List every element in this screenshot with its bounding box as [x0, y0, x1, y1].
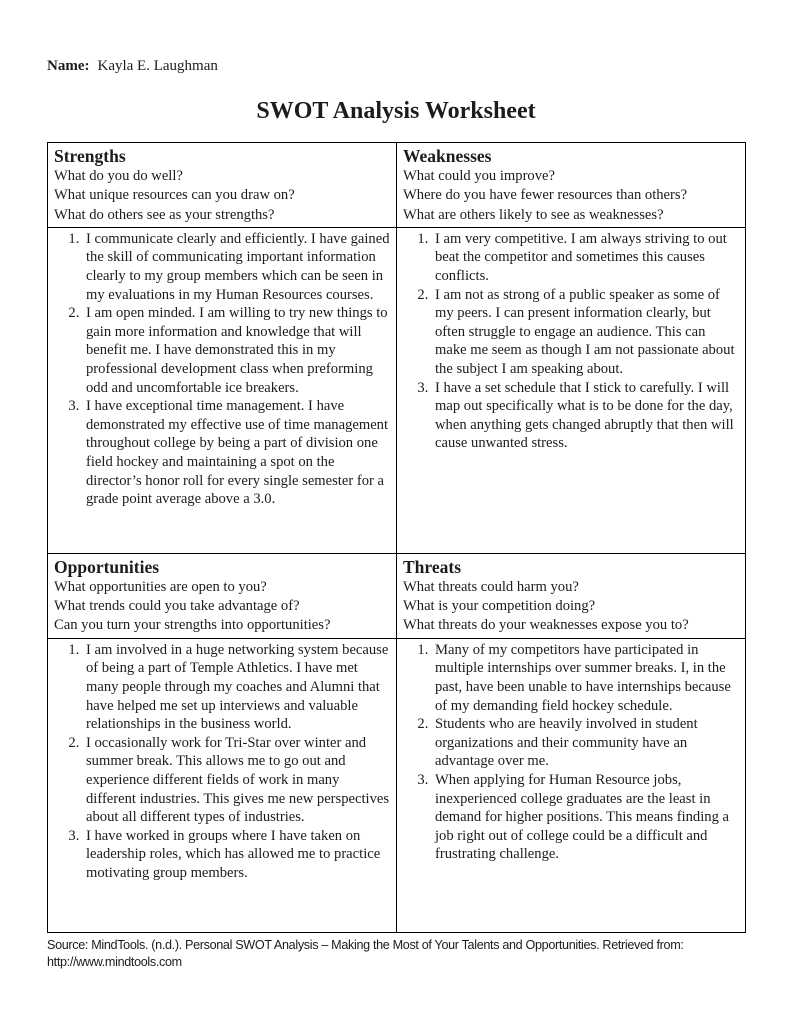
name-value: Kayla E. Laughman: [97, 58, 218, 74]
threats-question: What is your competition doing?: [403, 598, 596, 615]
content-row-opportunities-threats: [48, 638, 746, 932]
header-row-opportunities-threats: [48, 553, 746, 638]
weaknesses-item: 1. I am very competitive. I am always striving to out beat the competitor and sometimes this causes conflicts.: [432, 230, 739, 286]
page-title: SWOT Analysis Worksheet: [256, 98, 536, 124]
weaknesses-item: 3. I have a set schedule that I stick to carefully. I will map out specifically what is to be done for the day, when anything gets changed abruptly that then will cause unwanted stress.: [432, 379, 739, 453]
name-label: Name:: [47, 58, 90, 74]
threats-item: 3. When applying for Human Resource jobs, inexperienced college graduates are the least in demand for higher positions. This means finding a job right out of college could be a difficult and frustrating challenge.: [432, 771, 739, 864]
content-row-strengths-weaknesses: [48, 227, 746, 553]
threats-title: Threats: [403, 556, 462, 577]
threats-content-cell: [397, 638, 746, 932]
weaknesses-content-cell: [397, 227, 746, 553]
strengths-item: 1. I communicate clearly and efficiently. I have gained the skill of communicating important information clearly to my group members which can be seen in my evaluations in my Human Resources courses.: [83, 230, 390, 304]
weaknesses-question: What are others likely to see as weaknesses?: [403, 206, 664, 223]
strengths-question: What do others see as your strengths?: [54, 206, 275, 223]
source-url: http://www.mindtools.com: [47, 954, 182, 970]
name-line: [47, 57, 745, 76]
strengths-question: What do you do well?: [54, 168, 183, 184]
threats-item: 1. Many of my competitors have participated in multiple internships over summer breaks. I, in the past, have been unable to have internships because of my demanding field hockey schedule.: [432, 641, 739, 715]
opportunities-item: 2. I occasionally work for Tri-Star over winter and summer break. This allows me to go out and experience different fields of work in many different industries. This gives me new perspectives about all different types of industries.: [83, 734, 390, 827]
source-line: Source: MindTools. (n.d.). Personal SWOT Analysis – Making the Most of Your Talents and Opportunities. Retrieved from:: [47, 936, 684, 952]
threats-list: [403, 641, 739, 864]
strengths-title: Strengths: [54, 146, 126, 166]
strengths-list: [54, 230, 390, 509]
strengths-item: 3. I have exceptional time management. I have demonstrated my effective use of time management throughout college by being a part of division one field hockey and maintaining a spot on the director’s honor roll for every single semester for a grade point average above a 3.0.: [83, 397, 390, 509]
opportunities-list: [54, 641, 390, 883]
opportunities-title: Opportunities: [54, 556, 160, 577]
header-row-strengths-weaknesses: [48, 143, 746, 228]
threats-question: What threats do your weaknesses expose you to?: [403, 617, 689, 634]
swot-table: [47, 142, 746, 933]
opportunities-header-cell: [48, 553, 397, 638]
strengths-header-cell: [48, 143, 397, 228]
threats-question: What threats could harm you?: [403, 578, 579, 595]
opportunities-question: Can you turn your strengths into opportunities?: [54, 617, 331, 634]
opportunities-question: What opportunities are open to you?: [54, 578, 267, 595]
threats-header-cell: [397, 553, 746, 638]
strengths-question: What unique resources can you draw on?: [54, 187, 295, 204]
strengths-content-cell: [48, 227, 397, 553]
opportunities-content-cell: [48, 638, 397, 932]
source-citation: [47, 936, 724, 971]
weaknesses-question: Where do you have fewer resources than others?: [403, 187, 688, 204]
weaknesses-item: 2. I am not as strong of a public speaker as some of my peers. I can present information clearly, but often struggle to engage an audience. This can make me seem as though I am not passionate about the subject I am speaking about.: [432, 286, 739, 379]
opportunities-item: 3. I have worked in groups where I have taken on leadership roles, which has allowed me to practice motivating group members.: [83, 827, 390, 883]
threats-item: 2. Students who are heavily involved in student organizations and their community have an advantage over me.: [432, 715, 739, 771]
opportunities-question: What trends could you take advantage of?: [54, 598, 300, 615]
weaknesses-question: What could you improve?: [403, 168, 555, 184]
weaknesses-list: [403, 230, 739, 453]
weaknesses-title: Weaknesses: [403, 146, 492, 166]
weaknesses-header-cell: [397, 143, 746, 228]
strengths-item: 2. I am open minded. I am willing to try new things to gain more information and knowledge that will benefit me. I have demonstrated this in my professional development class when preforming odd and uncomfortable ice breakers.: [83, 304, 390, 397]
opportunities-item: 1. I am involved in a huge networking system because of being a part of Temple Athletics. I have met many people through my coaches and Alumni that have helped me set up interviews and valuable relationships in the business world.: [83, 641, 390, 734]
